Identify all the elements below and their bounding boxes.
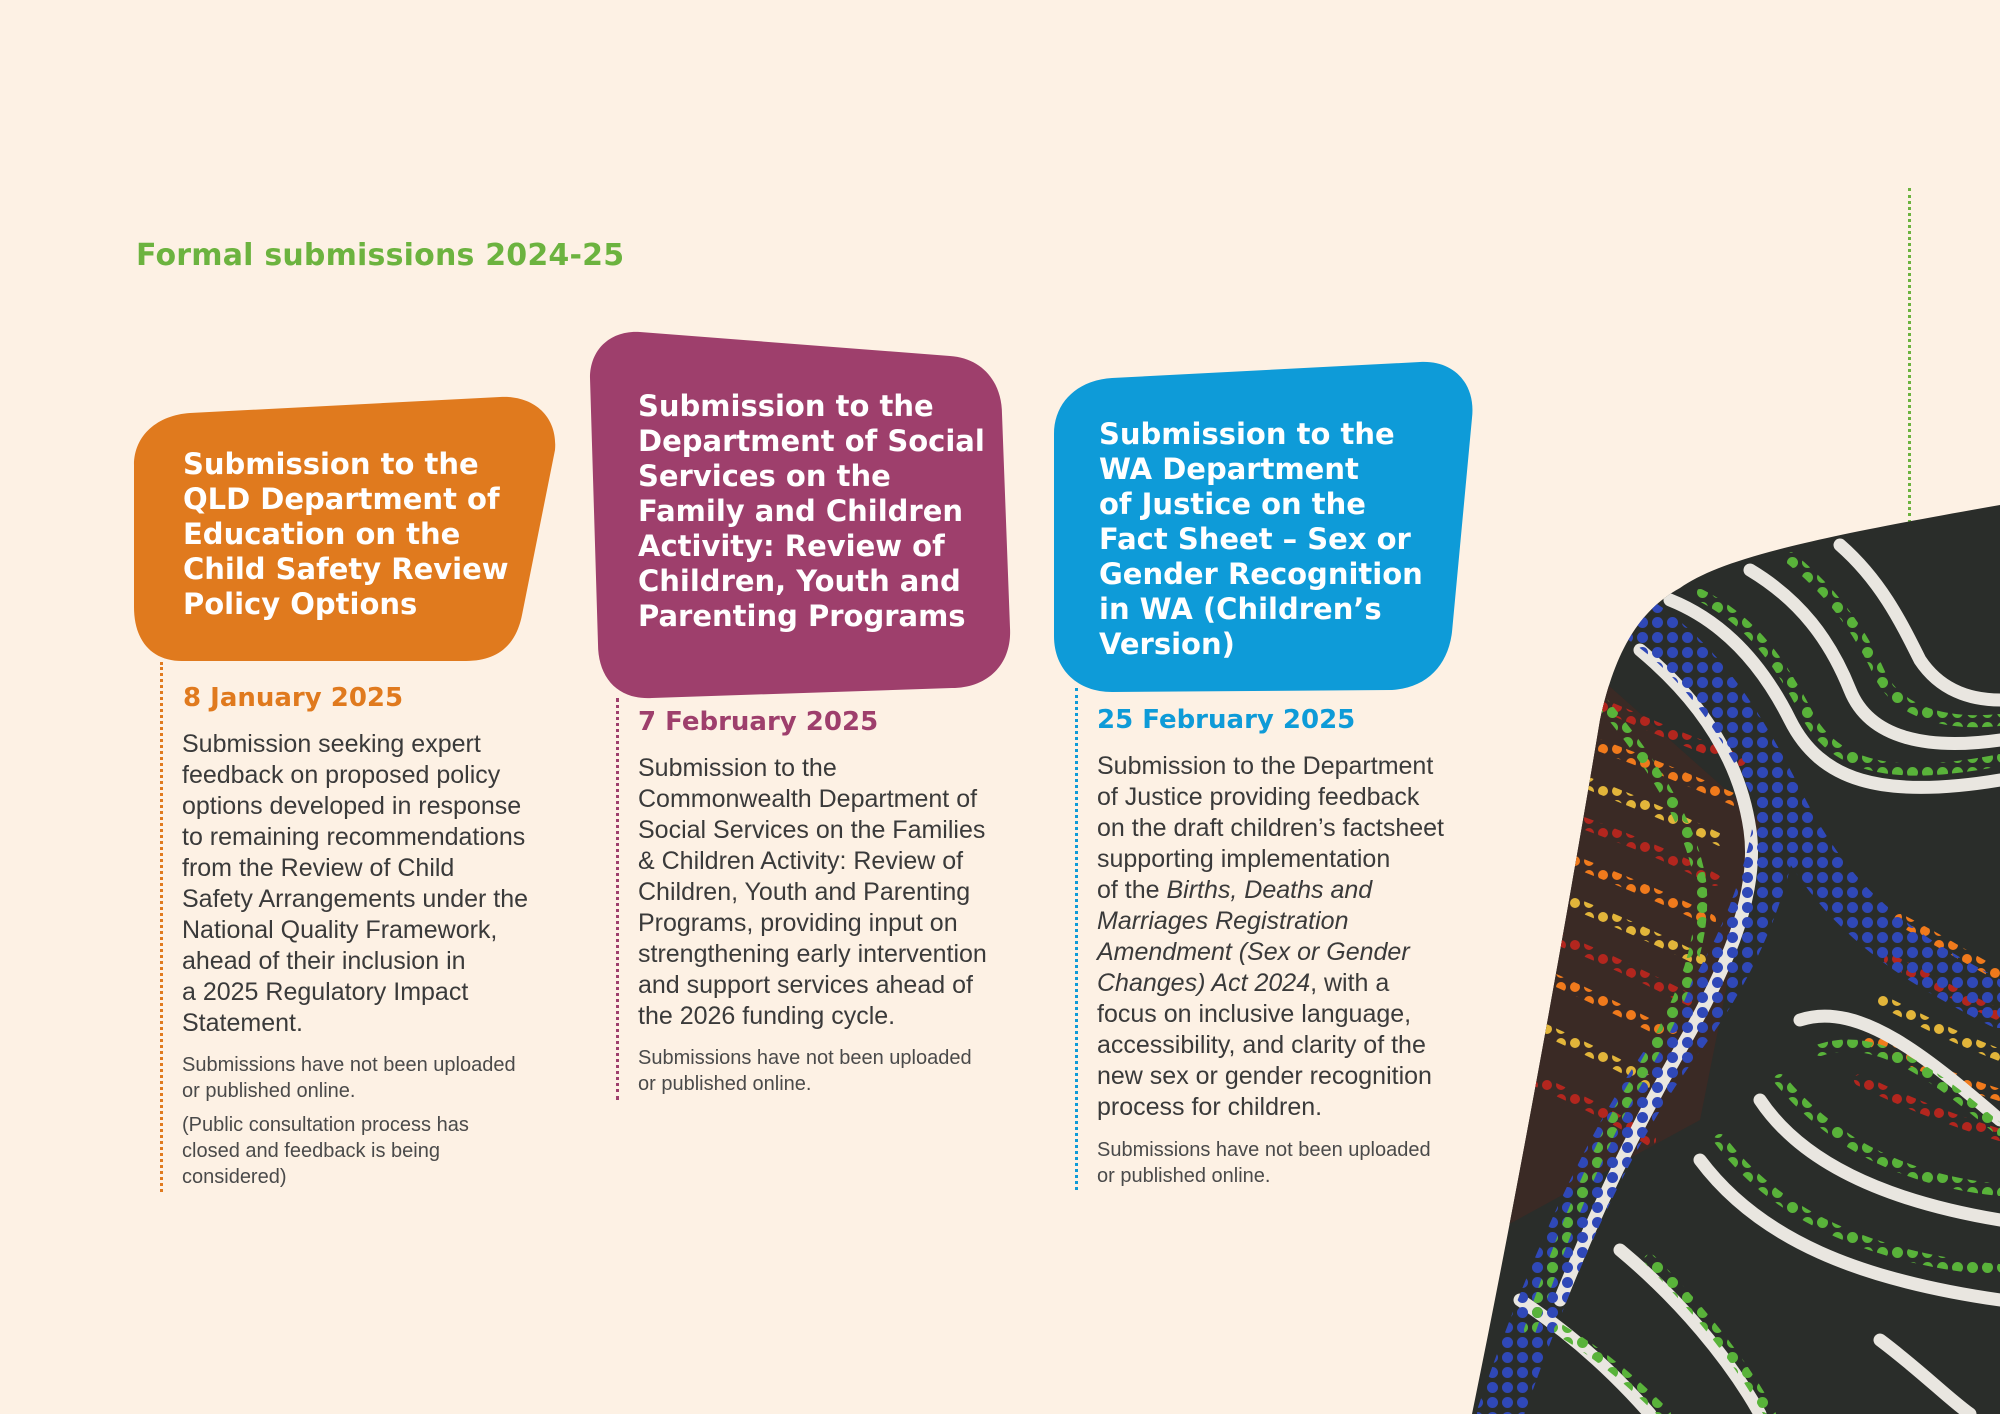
card-3-date: 25 February 2025 [1097,705,1356,735]
card-3-title: Submission to the WA Department of Justice on the Fact Sheet – Sex or Gender Recognition in WA (Children’s Version) [1099,417,1423,661]
card-1-note: Submissions have not been uploaded or published online. [182,1054,516,1102]
card-2-title: Submission to the Department of Social Services on the Family and Children Activity: Review of Children, Youth and Parenting Programs [638,389,985,633]
card-1-date: 8 January 2025 [183,683,404,713]
card-2-date: 7 February 2025 [638,707,879,737]
card-1-description: Submission seeking expert feedback on proposed policy options developed in response to remaining recommendations from the Review of Child Safety Arrangements under the National Quality Framework, ahead of their inclusion in a 2025 Regulatory Impact Statement. [182,730,529,1037]
section-title: Formal submissions 2024-25 [136,238,625,273]
card-3-dotted-rule [1075,688,1078,1190]
card-3-description: Submission to the Department of Justice providing feedback on the draft children’s factsheet supporting implementation of the Births, Deaths and Marriages Registration Amendment (Sex or Gender Changes) Act 2024, with a focus on inclusive language, accessibility, and clarity of the new sex or gender recognition process for children. [1097,752,1444,1121]
card-1-dotted-rule [160,662,163,1192]
card-2-dotted-rule [616,698,619,1100]
card-3-note: Submissions have not been uploaded or published online. [1097,1139,1431,1187]
card-1-consultation-note: (Public consultation process has closed and feedback is being considered) [182,1114,469,1188]
card-2-note: Submissions have not been uploaded or published online. [638,1047,972,1095]
card-2-description: Submission to the Commonwealth Department of Social Services on the Families & Children Activity: Review of Children, Youth and Parenting Programs, providing input on strengthening early intervention and support services ahead of the 2026 funding cycle. [638,754,987,1030]
card-1-title: Submission to the QLD Department of Education on the Child Safety Review Policy Options [183,447,509,621]
